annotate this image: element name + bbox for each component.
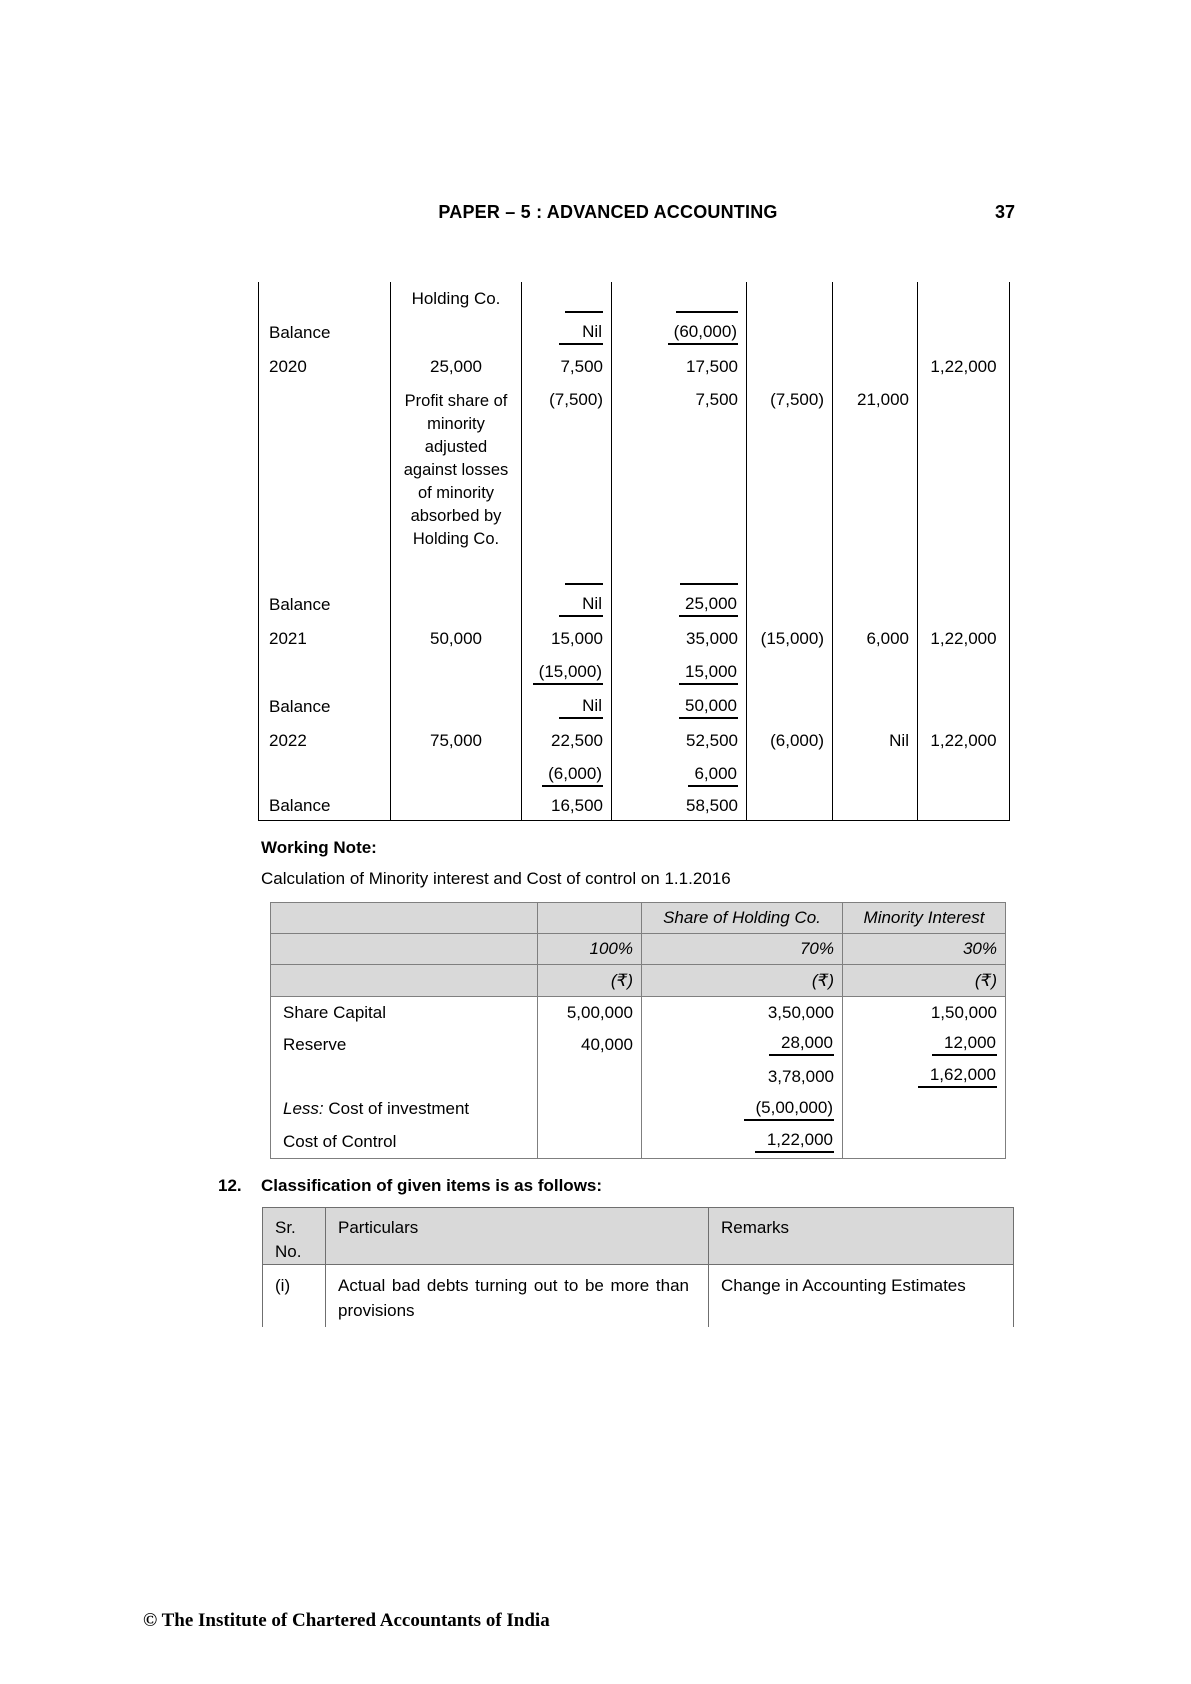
table-row [259, 758, 1010, 792]
table-cell: (15,000) [747, 622, 833, 656]
total-rule [565, 583, 603, 585]
table-cell: Nil [559, 696, 603, 719]
table-cell: Nil [833, 724, 918, 758]
table-cell: 3,78,000 [642, 1061, 843, 1093]
ledger-table [258, 282, 1010, 821]
table-cell: 6,000 [833, 622, 918, 656]
table-cell: (5,00,000) [744, 1098, 835, 1121]
table-cell: (6,000) [542, 764, 603, 787]
table-row [271, 1126, 1006, 1159]
table-cell: (i) [263, 1265, 326, 1327]
table-cell: Balance [259, 588, 391, 622]
table-cell: 25,000 [679, 594, 738, 617]
table-cell: 7,500 [522, 350, 612, 384]
page-title: PAPER – 5 : ADVANCED ACCOUNTING [438, 202, 778, 222]
table-cell: Actual bad debts turning out to be more than provisions [326, 1265, 709, 1327]
table-cell: 50,000 [679, 696, 738, 719]
table-cell: 1,22,000 [918, 350, 1010, 384]
table-cell: 52,500 [612, 724, 747, 758]
table-cell: 50,000 [391, 622, 522, 656]
total-rule [565, 311, 603, 313]
table-cell: 2020 [259, 350, 391, 384]
table-cell: 28,000 [769, 1033, 834, 1056]
table-cell: 40,000 [538, 1029, 642, 1061]
table-cell: 25,000 [391, 350, 522, 384]
page-number: 37 [994, 202, 1015, 222]
table-row [259, 282, 1010, 316]
table-cell: Holding Co. [391, 282, 522, 316]
table-row [259, 656, 1010, 690]
table-cell: Balance [259, 690, 391, 724]
table-cell: (7,500) [549, 390, 603, 409]
table-row [259, 316, 1010, 350]
column-header: Remarks [709, 1208, 1014, 1265]
currency-header: (₹) [843, 965, 1006, 997]
table-cell: Change in Accounting Estimates [709, 1265, 1014, 1327]
table-cell: Profit share of minority adjusted against losses of minority absorbed by Holding Co. [391, 384, 522, 588]
classification-table [262, 1207, 1014, 1327]
table-cell: (6,000) [747, 724, 833, 758]
table-cell: 75,000 [391, 724, 522, 758]
table-row [259, 350, 1010, 384]
column-header: 100% [538, 934, 642, 965]
table-cell: 1,62,000 [918, 1065, 997, 1088]
table-header-row [271, 965, 1006, 997]
table-cell: 16,500 [522, 792, 612, 820]
table-cell: 21,000 [833, 384, 918, 588]
minority-interest-table [270, 902, 1006, 1159]
table-cell: (7,500) [747, 384, 833, 588]
column-header: Particulars [326, 1208, 709, 1265]
total-rule [676, 311, 738, 313]
currency-header: (₹) [538, 965, 642, 997]
table-cell: Cost of Control [271, 1126, 538, 1159]
section-number: 12. [218, 1176, 242, 1195]
table-cell: 58,500 [612, 792, 747, 820]
column-header: 70% [642, 934, 843, 965]
table-row [271, 1029, 1006, 1061]
column-header: Sr. No. [263, 1208, 326, 1265]
table-row [271, 1061, 1006, 1093]
total-rule [680, 583, 738, 585]
table-row [271, 1093, 1006, 1126]
copyright-footer: © The Institute of Chartered Accountants of India [143, 1610, 550, 1631]
table-cell: 12,000 [932, 1033, 997, 1056]
table-header-row [271, 934, 1006, 965]
table-cell: Nil [559, 322, 603, 345]
table-row [259, 384, 1010, 588]
table-row [259, 724, 1010, 758]
table-cell: 1,50,000 [843, 997, 1006, 1029]
section-heading [218, 1176, 602, 1196]
table-cell: 1,22,000 [755, 1130, 834, 1153]
table-cell: 17,500 [612, 350, 747, 384]
table-cell: 5,00,000 [538, 997, 642, 1029]
table-cell: 1,22,000 [918, 724, 1010, 758]
table-cell: 6,000 [688, 764, 738, 787]
column-header: Share of Holding Co. [642, 903, 843, 934]
column-header: 30% [843, 934, 1006, 965]
table-cell: (60,000) [668, 322, 738, 345]
table-cell: Share Capital [271, 997, 538, 1029]
table-cell: Nil [559, 594, 603, 617]
table-cell: Cost of investment [323, 1099, 470, 1118]
table-row [259, 588, 1010, 622]
section-title: Classification of given items is as follows: [261, 1176, 603, 1195]
table-header-row [263, 1208, 1014, 1265]
table-row [259, 792, 1010, 820]
table-cell: Balance [259, 316, 391, 350]
table-cell: 7,500 [695, 390, 738, 409]
table-cell: (15,000) [533, 662, 603, 685]
working-note-subtitle: Calculation of Minority interest and Cost of control on 1.1.2016 [261, 869, 731, 888]
working-note-heading: Working Note: [261, 838, 377, 857]
column-header: Minority Interest [843, 903, 1006, 934]
table-row [271, 997, 1006, 1029]
table-row [259, 690, 1010, 724]
table-cell: 3,50,000 [642, 997, 843, 1029]
table-cell: Reserve [271, 1029, 538, 1061]
table-cell: 2022 [259, 724, 391, 758]
table-cell: 1,22,000 [918, 622, 1010, 656]
table-cell: Balance [259, 792, 391, 820]
table-row [259, 622, 1010, 656]
table-header-row [271, 903, 1006, 934]
table-cell: 22,500 [522, 724, 612, 758]
table-cell: Less: [283, 1099, 324, 1118]
table-cell: 15,000 [679, 662, 738, 685]
table-cell: 35,000 [612, 622, 747, 656]
table-cell: 2021 [259, 622, 391, 656]
table-cell: 15,000 [522, 622, 612, 656]
currency-header: (₹) [642, 965, 843, 997]
table-row [263, 1265, 1014, 1327]
